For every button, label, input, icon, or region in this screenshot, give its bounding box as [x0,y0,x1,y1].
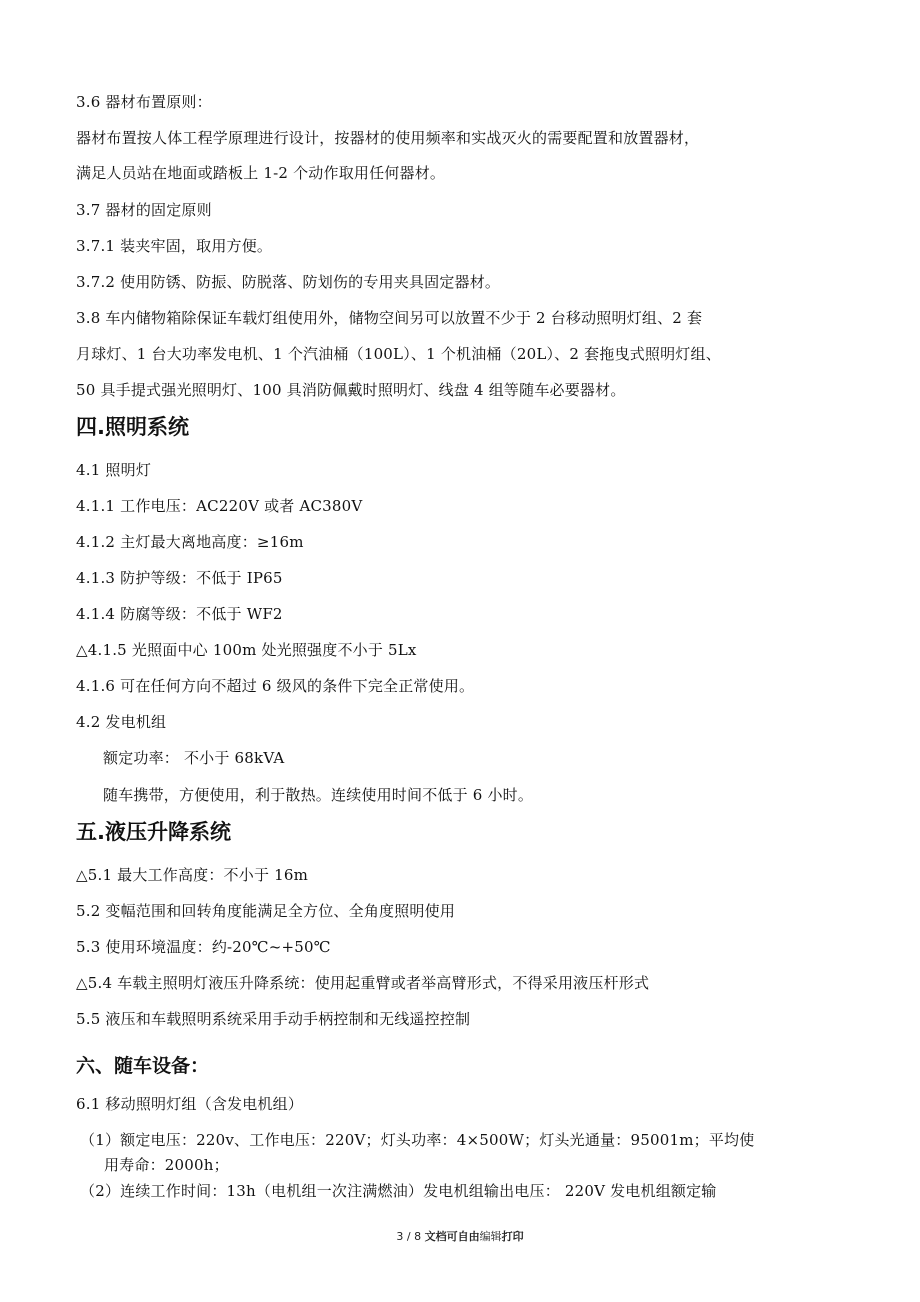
heading-lighting-system: 四.照明系统 [76,415,189,439]
paragraph-line: 3.7.1 装夹牢固，取用方便。 [76,237,273,255]
paragraph-line: 6.1 移动照明灯组（含发电机组） [76,1095,304,1113]
paragraph-line: 50 具手提式强光照明灯、100 具消防佩戴时照明灯、线盘 4 组等随车必要器材。 [76,381,626,399]
paragraph-line: 4.1 照明灯 [76,461,152,479]
heading-onboard-equipment: 六、随车设备： [76,1055,210,1077]
paragraph-line: 4.1.4 防腐等级：不低于 WF2 [76,605,283,623]
list-item: （1）额定电压：220v、工作电压：220V；灯头功率：4×500W；灯头光通量：95001m；平均使 [80,1131,755,1149]
paragraph-line: 4.1.2 主灯最大离地高度：≥16m [76,533,304,551]
paragraph-line: 随车携带，方便使用，利于散热。连续使用时间不低于 6 小时。 [103,786,534,804]
page-number: 3 / 8 [396,1230,422,1243]
paragraph-line: 3.7.2 使用防锈、防振、防脱落、防划伤的专用夹具固定器材。 [76,273,501,291]
paragraph-line: 5.2 变幅范围和回转角度能满足全方位、全角度照明使用 [76,902,456,920]
paragraph-line: △5.4 车载主照明灯液压升降系统：使用起重臂或者举高臂形式，不得采用液压杆形式 [76,974,650,992]
paragraph-line: 5.5 液压和车载照明系统采用手动手柄控制和无线遥控控制 [76,1010,471,1028]
list-item-continuation: 用寿命：2000h； [104,1156,229,1174]
footer-text: 编辑 [479,1230,502,1243]
paragraph-line: △4.1.5 光照面中心 100m 处光照强度不小于 5Lx [76,641,417,659]
paragraph-line: 5.3 使用环境温度：约-20℃~+50℃ [76,938,331,956]
footer-text: 打印 [501,1230,524,1243]
paragraph-line: 月球灯、1 台大功率发电机、1 个汽油桶（100L）、1 个机油桶（20L）、2 套拖曳式照明灯组、 [76,345,721,363]
paragraph-line: 4.2 发电机组 [76,713,167,731]
paragraph-line: 满足人员站在地面或踏板上 1-2 个动作取用任何器材。 [76,164,446,182]
section-3-7-title: 3.7 器材的固定原则 [76,201,212,219]
footer-text: 文档可自由 [424,1230,480,1243]
page-footer [0,1229,920,1245]
section-3-6-title: 3.6 器材布置原则： [76,93,212,111]
paragraph-line: 器材布置按人体工程学原理进行设计，按器材的使用频率和实战灭火的需要配置和放置器材， [76,129,700,147]
paragraph-line: 4.1.3 防护等级：不低于 IP65 [76,569,283,587]
paragraph-line: 4.1.1 工作电压：AC220V 或者 AC380V [76,497,363,515]
list-item: （2）连续工作时间：13h（电机组一次注满燃油）发电机组输出电压： 220V 发电机组额定输 [80,1182,717,1200]
heading-hydraulic-lift-system: 五.液压升降系统 [76,820,231,844]
paragraph-line: 4.1.6 可在任何方向不超过 6 级风的条件下完全正常使用。 [76,677,475,695]
paragraph-line: 额定功率： 不小于 68kVA [103,749,285,767]
paragraph-line: 3.8 车内储物箱除保证车载灯组使用外，储物空间另可以放置不少于 2 台移动照明灯组、2 套 [76,309,703,327]
paragraph-line: △5.1 最大工作高度：不小于 16m [76,866,309,884]
